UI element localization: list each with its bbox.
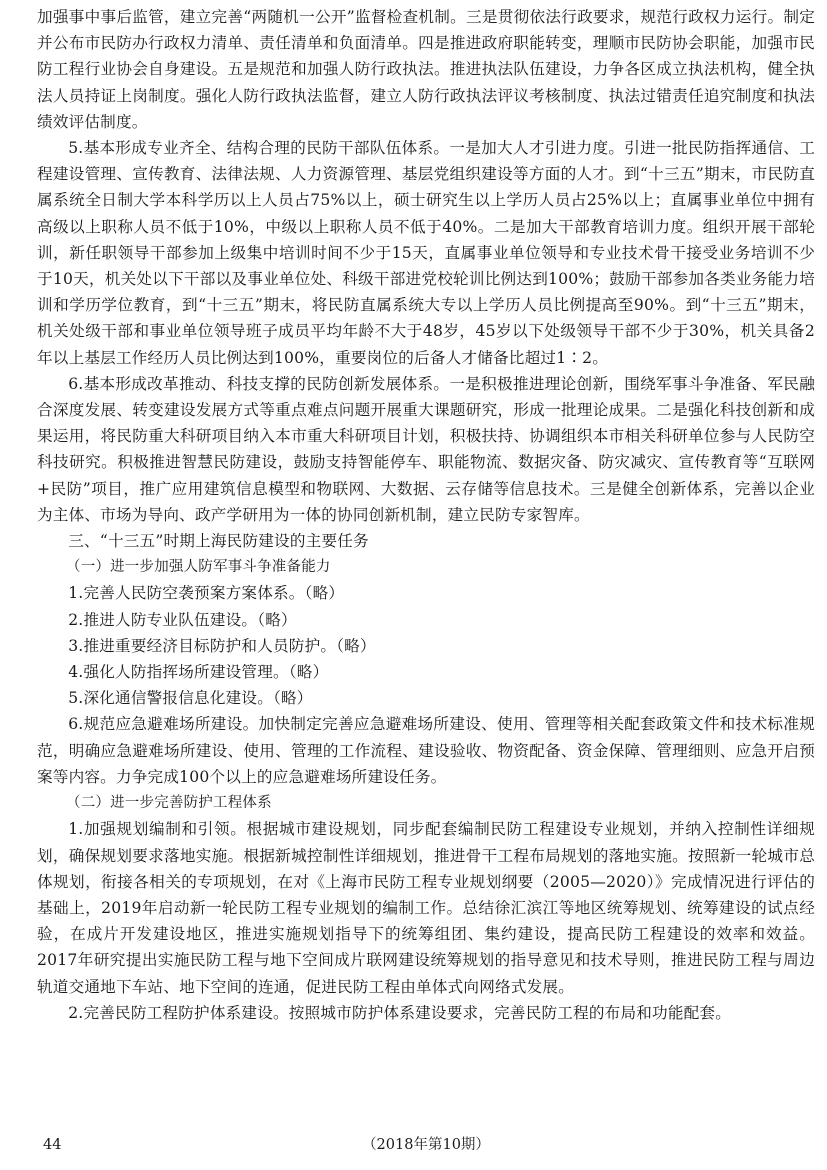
list-item: 1.完善人民防空袭预案方案体系。（略） [68, 584, 345, 603]
list-item: 4.强化人防指挥场所建设管理。（略） [68, 663, 329, 682]
paragraph: 6.基本形成改革推动、科技支撑的民防创新发展体系。一是积极推进理论创新，围绕军事斗争准备、军民融合深度发展、转变建设发展方式等重点难点问题开展重大课题研究，形成一批理论成果。二是强化科技创新和成果运用，将民防重大科研项目纳入本市重大科研项目计划，积极扶持、协调组织本市相关科研单位参与人民防空科技研究。积极推进智慧民防建设，鼓励支持智能停车、职能物流、数据灾备、防灾减灾、宣传教育等“互联网+民防”项目，推广应用建筑信息模型和物联网、大数据、云存储等信息技术。三是健全创新体系，完善以企业为主体、市场为导向、政产学研用为一体的协同创新机制，建立民防专家智库。 [37, 374, 815, 524]
issue-label: （2018年第10期） [362, 1137, 490, 1153]
paragraph: 2.完善民防工程防护体系建设。按照城市防护体系建设要求，完善民防工程的布局和功能配套。 [68, 1003, 732, 1022]
body-text [37, 4, 815, 1026]
page-footer [37, 1131, 815, 1159]
subsection-heading: （一）进一步加强人防军事斗争准备能力 [66, 559, 331, 576]
section-heading: 三、“十三五”时期上海民防建设的主要任务 [68, 532, 369, 551]
paragraph: 加强事中事后监管，建立完善“两随机一公开”监督检查机制。三是贯彻依法行政要求，规范行政权力运行。制定并公布市民防办行政权力清单、责任清单和负面清单。四是推进政府职能转变，理顺市民防协会职能，加强市民防工程行业协会自身建设。五是规范和加强人防行政执法。推进执法队伍建设，力争各区成立执法机构，健全执法人员持证上岗制度。强化人防行政执法监督，建立人防行政执法评议考核制度、执法过错责任追究制度和执法绩效评估制度。 [37, 8, 815, 131]
paragraph: 6.规范应急避难场所建设。加快制定完善应急避难场所建设、使用、管理等相关配套政策文件和技术标准规范，明确应急避难场所建设、使用、管理的工作流程、建设验收、物资配备、资金保障、管理细则、应急开启预案等内容。力争完成100个以上的应急避难场所建设任务。 [37, 715, 815, 786]
subsection-heading: （二）进一步完善防护工程体系 [66, 795, 272, 812]
paragraph: 5.基本形成专业齐全、结构合理的民防干部队伍体系。一是加大人才引进力度。引进一批民防指挥通信、工程建设管理、宣传教育、法律法规、人力资源管理、基层党组织建设等方面的人才。到“十三五”期末，市民防直属系统全日制大学本科学历以上人员占75%以上，硕士研究生以上学历人员占25%以上；直属事业单位中拥有高级以上职称人员不低于10%，中级以上职称人员不低于40%。二是加大干部教育培训力度。组织开展干部轮训，新任职领导干部参加上级集中培训时间不少于15天，直属事业单位领导和专业技术骨干接受业务培训不少于10天，机关处以下干部以及事业单位处、科级干部进党校轮训比例达到100%；鼓励干部参加各类业务能力培训和学历学位教育，到“十三五”期末，将民防直属系统大专以上学历人员比例提高至90%。到“十三五”期末，机关处级干部和事业单位领导班子成员平均年龄不大于48岁，45岁以下处级领导干部不少于30%，机关具备2年以上基层工作经历人员比例达到100%，重要岗位的后备人才储备比超过1∶2。 [37, 139, 815, 367]
page-number: 44 [43, 1137, 62, 1153]
list-item: 3.推进重要经济目标防护和人员防护。（略） [68, 636, 376, 655]
list-item: 2.推进人防专业队伍建设。（略） [68, 610, 297, 629]
list-item: 5.深化通信警报信息化建设。（略） [68, 689, 313, 708]
paragraph: 1.加强规划编制和引领。根据城市建设规划，同步配套编制民防工程建设专业规划，并纳入控制性详细规划，确保规划要求落地实施。根据新城控制性详细规划，推进骨干工程布局规划的落地实施。按照新一轮城市总体规划，衔接各相关的专项规划，在对《上海市民防工程专业规划纲要（2005—2020）》完成情况进行评估的基础上，2019年启动新一轮民防工程专业规划的编制工作。总结徐汇滨江等地区统筹规划、统筹建设的试点经验，在成片开发建设地区，推进实施规划指导下的统筹组团、集约建设，提高民防工程建设的效率和效益。2017年研究提出实施民防工程与地下空间成片联网建设统筹规划的指导意见和技术导则，推进民防工程与周边轨道交通地下车站、地下空间的连通，促进民防工程由单体式向网络式发展。 [37, 820, 815, 996]
